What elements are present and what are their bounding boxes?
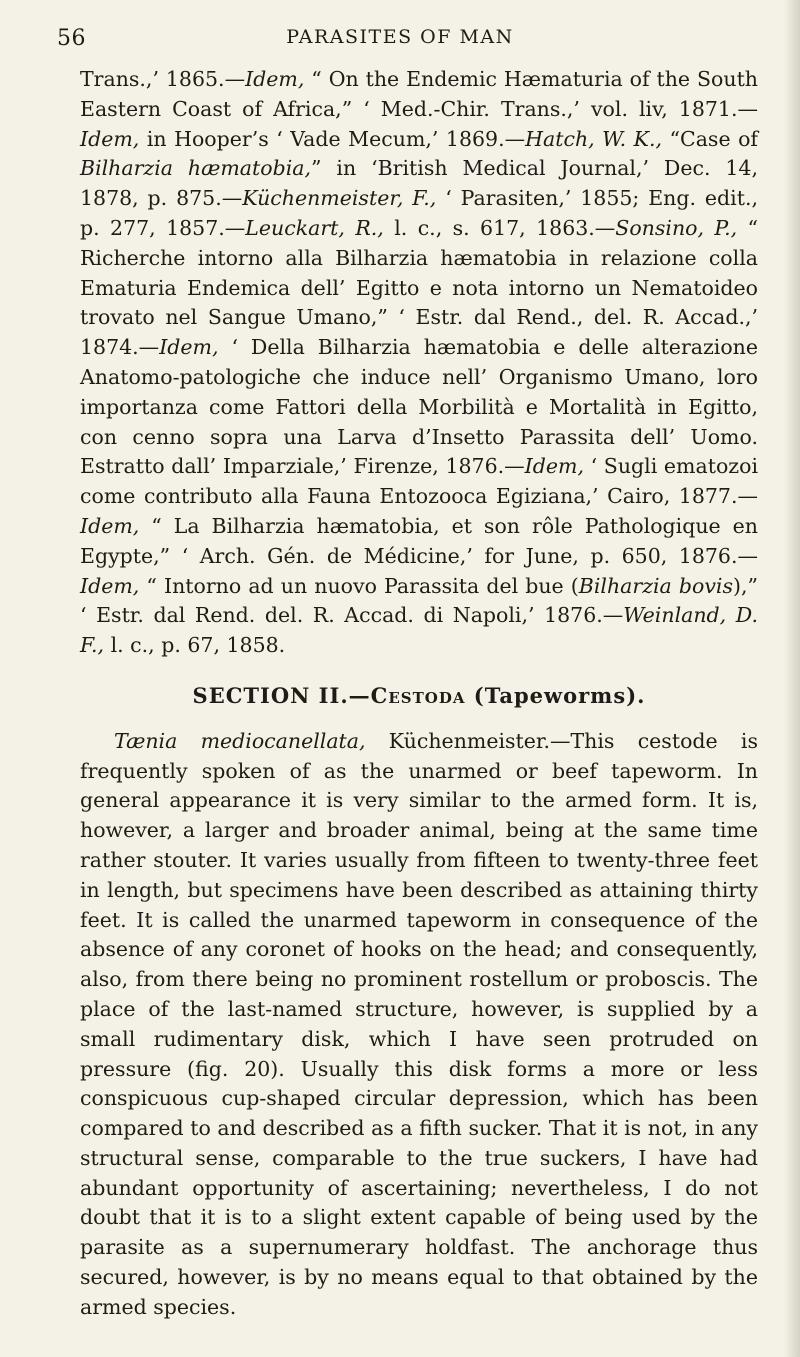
ref-text: l. c., p. 67, 1858. <box>104 633 286 658</box>
ref-text: l. c., s. 617, 1863.— <box>383 215 616 240</box>
running-head: PARASITES OF MAN <box>286 26 514 48</box>
ref-author: Idem, <box>245 67 305 91</box>
ref-author: Idem, <box>524 454 584 479</box>
page-number: 56 <box>57 26 86 51</box>
species-name: Tænia mediocanellata, <box>114 728 366 753</box>
ref-author: Idem, <box>80 126 140 151</box>
section-heading <box>80 681 758 711</box>
ref-taxon: Bilharzia bovis <box>578 573 734 598</box>
ref-text: “ La Bilharzia hæmatobia, et son rôle Pathologique en Egypte,” ‘ Arch. Gén. de Médicine,’ for June, p. 650, 1876.— <box>80 513 758 568</box>
ref-author: Sonsino, P., <box>615 215 738 240</box>
ref-text: “ On the Endemic Hæmaturia of the South Eastern Coast of Africa,” ‘ Med.-Chir. Trans.,’ vol. liv, 1871.— <box>80 67 759 121</box>
ref-text: ‘ Parasiten,’ 1855; Eng. edit., p. 277, 1857.— <box>80 186 758 240</box>
ref-text: “ Intorno ad un nuovo Parassita del bue ( <box>139 573 579 598</box>
ref-text: ‘ Sugli ematozoi come contributo alla Fauna Entozooca Egiziana,’ Cairo, 1877.— <box>80 454 758 509</box>
bibliography-paragraph <box>80 65 758 661</box>
ref-taxon: Bilharzia hæmatobia, <box>80 156 312 181</box>
ref-author: Küchenmeister, F., <box>242 186 437 211</box>
section-name: Cestoda <box>370 682 466 708</box>
ref-text: ),” ‘ Estr. dal Rend. del. R. Accad. di Napoli,’ 1876.— <box>80 573 759 628</box>
paragraph-text: Küchenmeister.—This cestode is frequently spoken of as the unarmed or beef tapeworm. In general appearance it is very similar to the armed form. It is, however, a larger and broader animal, being at the same time rather stouter. It varies usually from fifteen to twenty-three feet in length, but specimens have been described as attaining thirty feet. It is called the unarmed tapeworm in consequence of the absence of any coronet of hooks on the head; and consequently, also, from there being no prominent rostellum or proboscis. The place of the last-named structure, however, is supplied by a small rudimentary disk, which I have seen protruded on pressure (fig. 20). Usually this disk forms a more or less conspicuous cup-shaped circular depression, which has been compared to and described as a fifth sucker. That it is not, in any structural sense, comparable to the true suckers, I have had abundant opportunity of ascertaining; nevertheless, I do not doubt that it is to a slight extent capable of being used by the parasite as a supernumerary holdfast. The anchorage thus secured, however, is by no means equal to that obtained by the armed species. <box>80 728 758 1319</box>
ref-text: Trans.,’ 1865.— <box>80 67 246 91</box>
ref-author: Idem, <box>159 335 219 360</box>
ref-author: Idem, <box>80 513 140 538</box>
section-gloss: (Tapeworms). <box>465 682 646 708</box>
page-edge-shadow <box>784 0 800 1357</box>
ref-text: ” in ‘British Medical Journal,’ Dec. 14, 1878, p. 875.— <box>80 156 758 211</box>
ref-text: “Case of <box>662 126 759 151</box>
ref-author: Hatch, W. K., <box>525 126 663 151</box>
page-body <box>80 65 758 1323</box>
ref-text: in Hooper’s ‘ Vade Mecum,’ 1869.— <box>139 126 526 151</box>
ref-author: Weinland, D. F., <box>80 603 758 658</box>
ref-author: Leuckart, R., <box>245 215 384 240</box>
body-paragraph <box>80 727 758 1323</box>
ref-text: ‘ Della Bilharzia hæmatobia e delle alterazione Anatomo-patologiche che induce nell’ Organismo Umano, loro importanza come Fattori della Morbilità e Mortalità in Egitto, con cenno sopra una Larva d’Insetto Parassita dell’ Uomo. Estratto dall’ Imparziale,’ Firenze, 1876.— <box>80 335 758 479</box>
ref-author: Idem, <box>80 573 140 598</box>
section-label: SECTION II.— <box>192 682 371 708</box>
ref-text: “ Richerche intorno alla Bilharzia hæmatobia in relazione colla Ematuria Endemica dell’ Egitto e nota intorno un Nematoideo trovato nel Sangue Umano,” ‘ Estr. dal Rend., del. R. Accad.,’ 1874.— <box>80 215 758 360</box>
